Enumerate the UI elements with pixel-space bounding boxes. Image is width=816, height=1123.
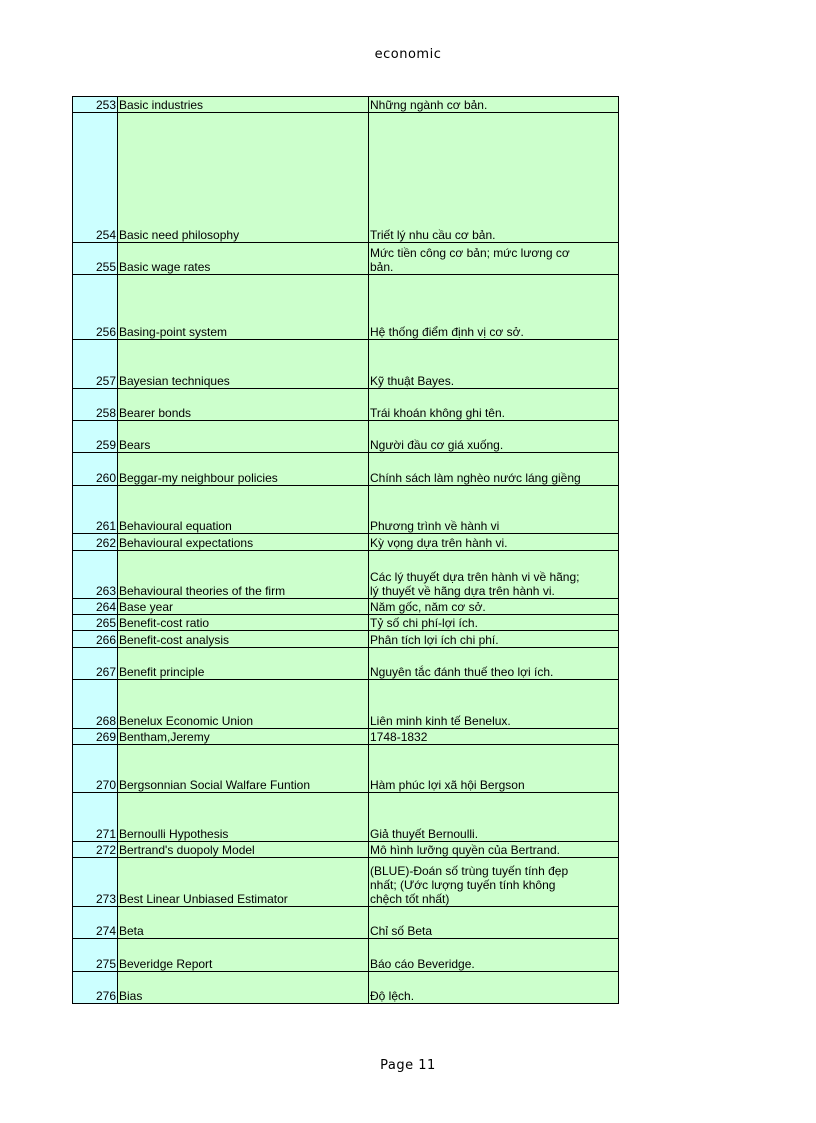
row-number-cell: 254 [73,113,118,243]
translation-cell: Chỉ số Beta [369,906,619,938]
term-cell: Beta [118,906,369,938]
term-cell: Best Linear Unbiased Estimator [118,858,369,907]
translation-cell: Mô hình lưỡng quyền của Bertrand. [369,842,619,858]
translation-cell: Phương trình về hành vi [369,485,619,534]
translation-cell: Liên minh kinh tế Benelux. [369,680,619,729]
term-cell: Basic industries [118,97,369,113]
table-row [73,275,619,340]
table-row [73,453,619,485]
term-cell: Basing-point system [118,275,369,340]
term-cell: Beggar-my neighbour policies [118,453,369,485]
row-number-cell: 276 [73,971,118,1003]
translation-cell: Nguyên tắc đánh thuế theo lợi ích. [369,647,619,679]
term-cell: Benefit-cost ratio [118,615,369,631]
table-row [73,550,619,599]
translation-cell: (BLUE)-Đoán số trùng tuyến tính đẹp nhất; (Ước lượng tuyến tính không chệch tốt nhất) [369,858,619,907]
table-row [73,858,619,907]
term-cell: Bergsonnian Social Walfare Funtion [118,744,369,793]
table-row [73,631,619,647]
table-row [73,97,619,113]
translation-cell: Kỳ vọng dựa trên hành vi. [369,534,619,550]
table-row [73,615,619,631]
term-cell: Basic wage rates [118,242,369,274]
table-row [73,906,619,938]
row-number-cell: 261 [73,485,118,534]
table-row [73,242,619,274]
row-number-cell: 270 [73,744,118,793]
table-row [73,842,619,858]
row-number-cell: 258 [73,388,118,420]
glossary-rows [73,97,619,1004]
table-row [73,744,619,793]
term-cell: Base year [118,599,369,615]
row-number-cell: 271 [73,793,118,842]
translation-cell: Năm gốc, năm cơ sở. [369,599,619,615]
page-footer: Page 11 [380,1058,436,1073]
table-row [73,599,619,615]
translation-cell: Hàm phúc lợi xã hội Bergson [369,744,619,793]
term-cell: Bayesian techniques [118,339,369,388]
row-number-cell: 275 [73,939,118,971]
row-number-cell: 262 [73,534,118,550]
row-number-cell: 272 [73,842,118,858]
table-row [73,728,619,744]
term-cell: Behavioural equation [118,485,369,534]
translation-cell: Tỷ số chi phí-lợi ích. [369,615,619,631]
translation-cell: Người đầu cơ giá xuống. [369,420,619,452]
table-row [73,534,619,550]
translation-cell: Độ lệch. [369,971,619,1003]
table-row [73,485,619,534]
row-number-cell: 273 [73,858,118,907]
translation-cell: Báo cáo Beveridge. [369,939,619,971]
row-number-cell: 255 [73,242,118,274]
translation-cell: Hệ thống điểm định vị cơ sở. [369,275,619,340]
term-cell: Bears [118,420,369,452]
translation-cell: 1748-1832 [369,728,619,744]
translation-cell: Những ngành cơ bản. [369,97,619,113]
term-cell: Beveridge Report [118,939,369,971]
term-cell: Benelux Economic Union [118,680,369,729]
term-cell: Bearer bonds [118,388,369,420]
row-number-cell: 259 [73,420,118,452]
row-number-cell: 268 [73,680,118,729]
translation-cell: Các lý thuyết dựa trên hành vi về hãng; lý thuyết về hãng dựa trên hành vi. [369,550,619,599]
row-number-cell: 253 [73,97,118,113]
term-cell: Behavioural theories of the firm [118,550,369,599]
glossary-table [72,96,619,1004]
row-number-cell: 256 [73,275,118,340]
table-row [73,388,619,420]
table-row [73,939,619,971]
row-number-cell: 266 [73,631,118,647]
term-cell: Basic need philosophy [118,113,369,243]
translation-cell: Giả thuyết Bernoulli. [369,793,619,842]
table-row [73,680,619,729]
term-cell: Bentham,Jeremy [118,728,369,744]
table-row [73,339,619,388]
row-number-cell: 257 [73,339,118,388]
row-number-cell: 263 [73,550,118,599]
row-number-cell: 265 [73,615,118,631]
translation-cell: Trái khoán không ghi tên. [369,388,619,420]
row-number-cell: 267 [73,647,118,679]
table-row [73,793,619,842]
term-cell: Bias [118,971,369,1003]
term-cell: Bernoulli Hypothesis [118,793,369,842]
term-cell: Benefit principle [118,647,369,679]
row-number-cell: 269 [73,728,118,744]
translation-cell: Chính sách làm nghèo nước láng giềng [369,453,619,485]
table-row [73,113,619,243]
page-header: economic [374,47,442,62]
table-row [73,971,619,1003]
translation-cell: Triết lý nhu cầu cơ bản. [369,113,619,243]
term-cell: Benefit-cost analysis [118,631,369,647]
translation-cell: Mức tiền công cơ bản; mức lương cơ bản. [369,242,619,274]
row-number-cell: 260 [73,453,118,485]
table-row [73,647,619,679]
term-cell: Behavioural expectations [118,534,369,550]
translation-cell: Kỹ thuật Bayes. [369,339,619,388]
row-number-cell: 264 [73,599,118,615]
term-cell: Bertrand's duopoly Model [118,842,369,858]
row-number-cell: 274 [73,906,118,938]
translation-cell: Phân tích lợi ích chi phí. [369,631,619,647]
table-row [73,420,619,452]
